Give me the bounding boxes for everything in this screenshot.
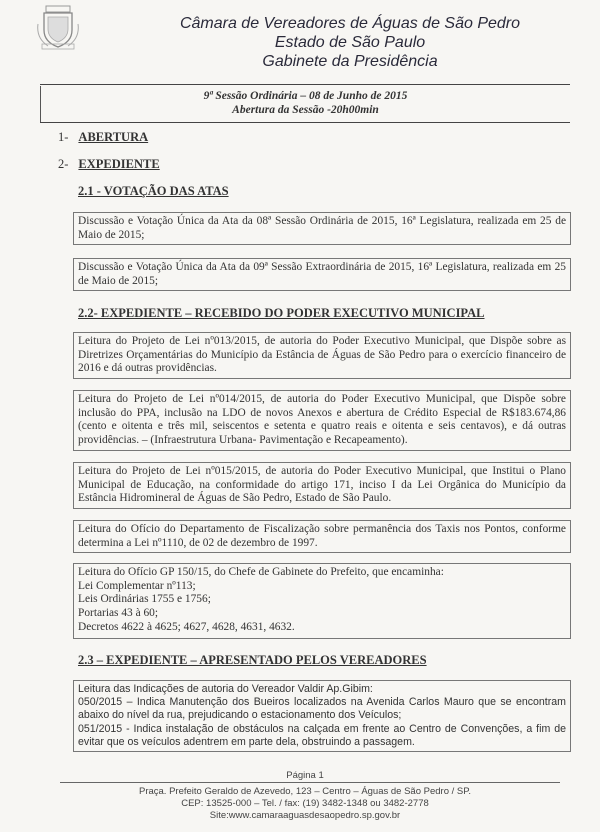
- subsection-vereadores: 2.3 – EXPEDIENTE – APRESENTADO PELOS VEREADORES: [78, 653, 427, 667]
- indicacoes-box: [73, 680, 571, 752]
- footer-site: Site:www.camaraaguasdesaopedro.sp.gov.br: [209, 810, 401, 821]
- indicacao-051: 051/2015 - Indica instalação de obstáculos na calçada em frente ao Centro de Convenções, a fim de evitar que os veículos adentrem em parte dela, obstruindo a passagem.: [78, 722, 566, 748]
- oficio-gp-box: [73, 563, 571, 639]
- session-opening: Abertura da Sessão -20h00min: [232, 104, 379, 116]
- state-name: Estado de São Paulo: [274, 34, 426, 51]
- oficio-line: Portarias 43 à 60;: [78, 607, 159, 620]
- session-box: [40, 86, 570, 122]
- page-number: Página 1: [286, 770, 324, 781]
- section-abertura: [58, 130, 148, 145]
- chamber-name: Câmara de Vereadores de Águas de São Pedro: [179, 15, 521, 32]
- ata-item-2: Discussão e Votação Única da Ata da 09ª Sessão Extraordinária de 2015, 16ª Legislatura, realizada em 25 de Maio de 2015;: [73, 258, 571, 291]
- oficio-line: Leis Ordinárias 1755 e 1756;: [78, 593, 211, 606]
- indicacoes-intro: Leitura das Indicações de autoria do Vereador Valdir Ap.Gibim:: [78, 683, 373, 695]
- ata-item-1: Discussão e Votação Única da Ata da 08ª Sessão Ordinária de 2015, 16ª Legislatura, realizada em 25 de Maio de 2015;: [73, 212, 571, 245]
- executivo-item-4: Leitura do Ofício do Departamento de Fiscalização sobre permanência dos Taxis nos Pontos, conforme determina a Lei nº1110, de 02 de dezembro de 1997.: [73, 520, 571, 553]
- oficio-intro: Leitura do Ofício GP 150/15, do Chefe de Gabinete do Prefeito, que encaminha:: [78, 566, 444, 578]
- section-title: EXPEDIENTE: [78, 157, 160, 171]
- oficio-line: Decretos 4622 à 4625; 4627, 4628, 4631, 4632.: [78, 620, 295, 633]
- footer-divider: [60, 782, 560, 783]
- session-divider: [40, 122, 570, 123]
- header-divider: [40, 84, 570, 85]
- session-title: 9ª Sessão Ordinária – 08 de Junho de 2015: [203, 90, 408, 102]
- oficio-line: Lei Complementar nº113;: [78, 579, 196, 592]
- subsection-votacao-atas: 2.1 - VOTAÇÃO DAS ATAS: [78, 184, 229, 198]
- executivo-item-1: Leitura do Projeto de Lei nº013/2015, de autoria do Poder Executivo Municipal, que Dispõe sobre as Diretrizes Orçamentárias do Município da Estância de Águas de São Pedro para o exercício financeiro de 2016 e dá outras providências.: [73, 332, 571, 379]
- footer-address: Praça. Prefeito Geraldo de Azevedo, 123 – Centro – Águas de São Pedro / SP.: [138, 786, 471, 797]
- section-title: ABERTURA: [78, 130, 149, 144]
- footer-contact: CEP: 13525-000 – Tel. / fax: (19) 3482-1348 ou 3482-2778: [181, 798, 429, 809]
- section-number: 1-: [58, 130, 69, 144]
- subsection-executivo: 2.2- EXPEDIENTE – RECEBIDO DO PODER EXECUTIVO MUNICIPAL: [78, 306, 485, 320]
- executivo-item-2: Leitura do Projeto de Lei nº014/2015, de autoria do Poder Executivo Municipal, que Dispõe sobre inclusão do PPA, inclusão na LDO de novos Anexos e abertura de Crédito Especial de R$183.674,86 (cento e oitenta e três mil, seiscentos e setenta e quatro reais e oitenta e seis centavos), e dá outras providências. – (Infraestrutura Urbana- Pavimentação e Recapeamento).: [73, 390, 571, 451]
- section-number: 2-: [58, 157, 69, 171]
- indicacao-050: 050/2015 – Indica Manutenção dos Bueiros localizados na Avenida Carlos Mauro que se encontram abaixo do nível da rua, prejudicando o estacionamento dos Veículos;: [78, 696, 566, 722]
- office-name: Gabinete da Presidência: [262, 53, 438, 70]
- section-expediente: [58, 157, 160, 172]
- executivo-item-3: Leitura do Projeto de Lei nº015/2015, de autoria do Poder Executivo Municipal, que Institui o Plano Municipal de Educação, na conformidade do artigo 171, inciso I da Lei Orgânica do Município da Estância Hidromineral de Águas de São Pedro, Estado de São Paulo.: [73, 462, 571, 509]
- coat-of-arms-icon: [36, 4, 80, 50]
